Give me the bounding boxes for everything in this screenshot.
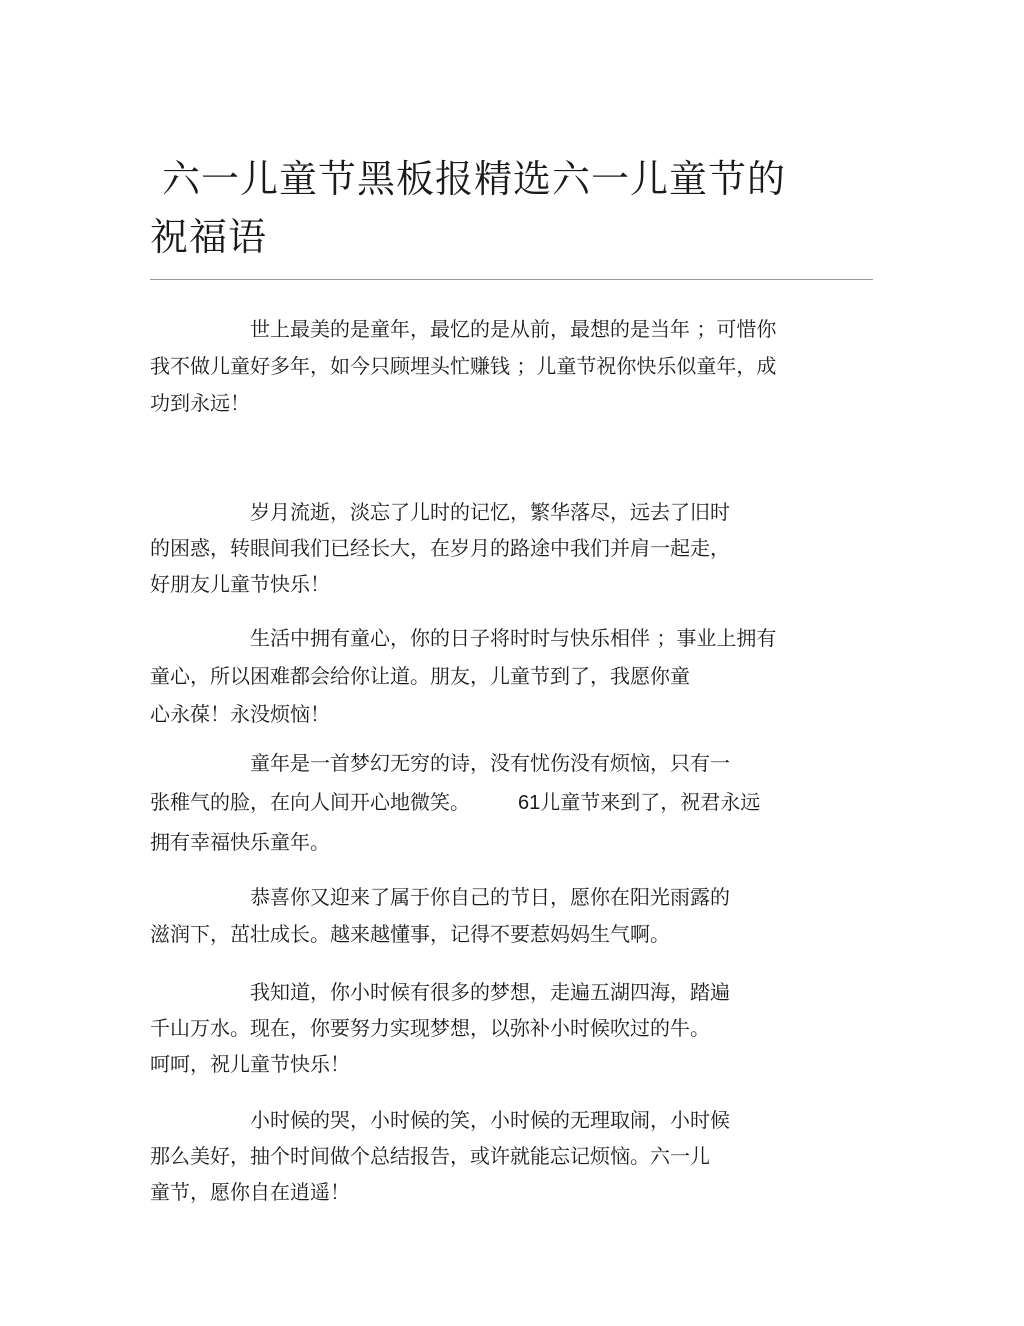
paragraph-line-tail: 儿童节来到了，祝君永远 — [540, 790, 761, 814]
paragraph-line: 好朋友儿童节快乐！ — [150, 572, 330, 596]
page-title — [150, 150, 850, 266]
paragraph-line: 我不做儿童好多年，如今只顾埋头忙赚钱 ；儿童节祝你快乐似童年，成 — [150, 354, 777, 378]
title-line-1: 六一儿童节黑板报精选六一儿童节的 — [162, 157, 787, 201]
paragraph-line: 童年是一首梦幻无穷的诗，没有忧伤没有烦恼，只有一 — [250, 751, 730, 775]
paragraph-3 — [150, 619, 776, 733]
paragraph-2 — [150, 494, 730, 602]
paragraph-line: 世上最美的是童年，最忆的是从前，最想的是当年 ；可惜你 — [250, 317, 777, 341]
title-line-2: 祝福语 — [150, 215, 268, 259]
paragraph-line: 功到永远！ — [150, 391, 250, 415]
paragraph-line: 恭喜你又迎来了属于你自己的节日，愿你在阳光雨露的 — [250, 885, 730, 909]
paragraph-line: 心永葆！永没烦恼！ — [150, 702, 330, 726]
paragraph-line: 拥有幸福快乐童年。 — [150, 830, 330, 854]
paragraph-line: 小时候的哭，小时候的笑，小时候的无理取闹，小时候 — [250, 1108, 730, 1132]
paragraph-line: 滋润下，茁壮成长。越来越懂事，记得不要惹妈妈生气啊。 — [150, 922, 670, 946]
paragraph-line: 童心，所以困难都会给你让道。朋友，儿童节到了，我愿你童 — [150, 664, 690, 688]
paragraph-4 — [150, 744, 760, 862]
paragraph-line-text: 张稚气的脸，在向人间开心地微笑。 — [150, 790, 470, 814]
paragraph-line: 千山万水。现在，你要努力实现梦想，以弥补小时候吹过的牛。 — [150, 1016, 710, 1040]
festival-number: 61 — [518, 792, 541, 814]
paragraph-7 — [150, 1102, 730, 1210]
paragraph-1 — [150, 311, 776, 422]
paragraph-line — [150, 783, 760, 823]
paragraph-line: 那么美好，抽个时间做个总结报告，或许就能忘记烦恼。六一儿 — [150, 1144, 710, 1168]
paragraph-line: 岁月流逝，淡忘了儿时的记忆，繁华落尽，远去了旧时 — [250, 500, 730, 524]
paragraph-line: 生活中拥有童心，你的日子将时时与快乐相伴 ；事业上拥有 — [250, 626, 777, 650]
paragraph-5 — [150, 879, 730, 953]
paragraph-line: 我知道，你小时候有很多的梦想，走遍五湖四海，踏遍 — [250, 980, 730, 1004]
paragraph-line: 呵呵，祝儿童节快乐！ — [150, 1052, 350, 1076]
paragraph-line: 的困惑，转眼间我们已经长大，在岁月的路途中我们并肩一起走， — [150, 536, 730, 560]
title-divider — [150, 279, 873, 280]
paragraph-6 — [150, 974, 730, 1082]
paragraph-line: 童节，愿你自在逍遥！ — [150, 1180, 350, 1204]
